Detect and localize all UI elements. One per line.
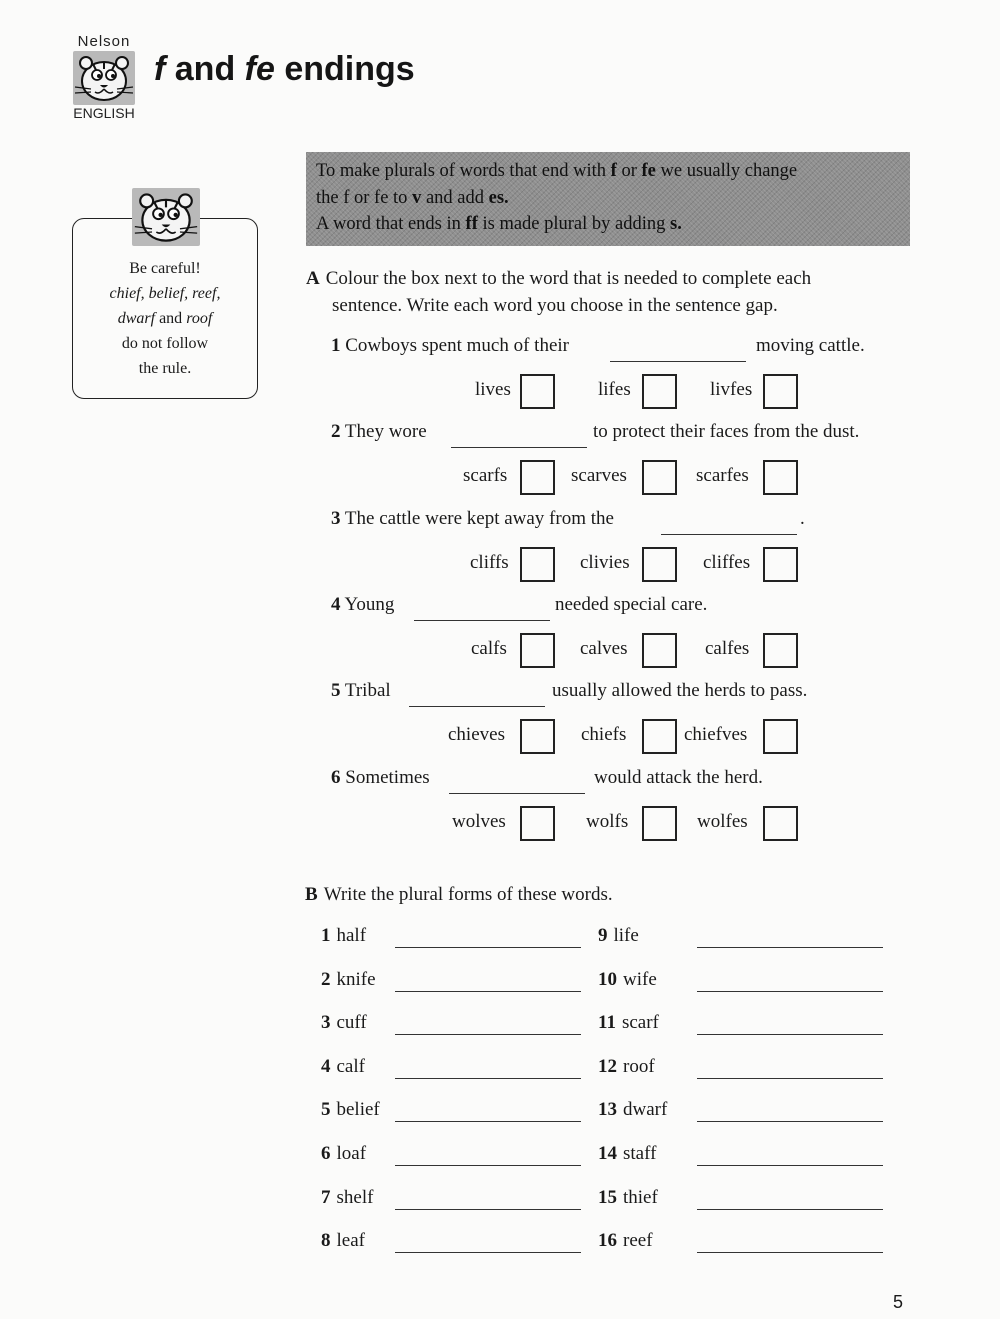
rule-text: A word that ends in [316, 214, 466, 234]
option-checkbox[interactable] [642, 633, 677, 668]
nelson-english-logo [66, 33, 142, 121]
item-number: 11 [598, 1012, 616, 1034]
option-label: lives [475, 379, 511, 400]
tiger-face-icon [132, 188, 200, 246]
title-f: f [154, 50, 166, 88]
section-a-instruction-1: Colour the box next to the word that is needed to complete each [325, 268, 812, 289]
question-text-before: Tribal [344, 680, 391, 701]
item-number: 15 [598, 1186, 617, 1208]
plural-answer-line[interactable] [697, 1121, 883, 1122]
answer-gap-1[interactable] [610, 361, 746, 362]
item-number: 4 [321, 1055, 331, 1077]
option-label: lifes [598, 379, 631, 400]
careful-heading: Be careful! [129, 260, 201, 277]
rule-text: we usually change [655, 161, 798, 181]
item-number: 14 [598, 1143, 617, 1164]
plural-answer-line[interactable] [697, 1034, 883, 1035]
section-b-instructions [305, 881, 613, 908]
plural-answer-line[interactable] [395, 991, 581, 992]
rule-bold: fe [641, 161, 656, 181]
plural-item [321, 969, 376, 991]
plural-item [321, 1187, 373, 1209]
option-checkbox[interactable] [642, 374, 677, 409]
question-text-after: usually allowed the herds to pass. [552, 680, 808, 701]
option-checkbox[interactable] [642, 719, 677, 754]
question-4 [331, 594, 394, 616]
plural-answer-line[interactable] [697, 991, 883, 992]
option-label: cliffes [703, 552, 751, 573]
logo-series-text: ENGLISH [73, 105, 135, 121]
option-checkbox[interactable] [642, 806, 677, 841]
plural-answer-line[interactable] [697, 1165, 883, 1166]
item-word: wife [623, 968, 657, 990]
item-number: 7 [321, 1186, 331, 1208]
question-number: 3 [331, 508, 341, 529]
option-checkbox[interactable] [642, 547, 677, 582]
careful-line-5: the rule. [138, 360, 192, 377]
item-number: 13 [598, 1099, 617, 1121]
item-number: 3 [321, 1012, 331, 1034]
option-label: wolfes [697, 811, 748, 832]
rule-line-3 [316, 211, 900, 238]
plural-answer-line[interactable] [697, 1078, 883, 1079]
page-number: 5 [893, 1292, 904, 1312]
option-label: livfes [710, 379, 753, 400]
question-text-before: They wore [344, 421, 427, 442]
careful-text: and [155, 310, 187, 327]
rule-bold: f [610, 161, 617, 181]
plural-item [598, 925, 639, 947]
item-word: cuff [336, 1012, 367, 1034]
plural-item [321, 1143, 366, 1165]
question-6 [331, 767, 430, 789]
item-word: leaf [336, 1230, 365, 1252]
question-number: 6 [331, 767, 341, 788]
answer-gap-6[interactable] [449, 793, 585, 794]
question-text-before: Sometimes [345, 767, 430, 788]
item-word: belief [336, 1099, 380, 1121]
plural-answer-line[interactable] [697, 1252, 883, 1253]
rule-bold: v [412, 187, 422, 208]
question-3 [331, 508, 614, 530]
exception-word: dwarf [117, 310, 156, 327]
item-word: roof [623, 1055, 655, 1077]
option-label: scarfes [696, 465, 749, 486]
title-fe: fe [244, 50, 275, 88]
exception-word: roof [186, 310, 213, 327]
rule-bold: ff [465, 214, 478, 234]
option-label: calfes [705, 638, 750, 659]
question-text-before: The cattle were kept away from the [344, 508, 614, 529]
plural-item [598, 969, 657, 991]
item-word: reef [623, 1230, 653, 1252]
question-text-after: . [800, 508, 805, 529]
option-label: calfs [471, 638, 507, 659]
page-title [154, 50, 415, 89]
rule-box [306, 152, 910, 246]
option-checkbox[interactable] [520, 806, 555, 841]
question-5 [331, 680, 391, 702]
plural-item [321, 1056, 365, 1078]
plural-item [321, 925, 366, 947]
plural-item [598, 1230, 653, 1252]
rule-line-2 [316, 185, 900, 212]
question-text-after: would attack the herd. [594, 767, 763, 788]
rule-text: To make plurals of words that end with [316, 161, 611, 181]
option-label: cliffs [470, 552, 509, 573]
plural-answer-line[interactable] [395, 1252, 581, 1253]
section-b-letter: B [305, 884, 318, 905]
plural-item [598, 1099, 667, 1121]
option-label: wolves [452, 811, 506, 832]
item-word: shelf [336, 1186, 374, 1208]
section-a-instruction-2: sentence. Write each word you choose in the sentence gap. [332, 295, 778, 316]
answer-gap-5[interactable] [409, 706, 545, 707]
careful-line-3 [73, 306, 257, 331]
option-checkbox[interactable] [763, 547, 798, 582]
section-a-letter: A [306, 268, 320, 289]
question-number: 4 [331, 594, 341, 615]
option-label: chiefves [684, 724, 748, 745]
question-text-after: needed special care. [555, 594, 708, 615]
rule-text: is made plural by adding [477, 214, 671, 234]
item-number: 10 [598, 968, 617, 990]
rule-text: or [616, 161, 642, 181]
plural-answer-line[interactable] [395, 1078, 581, 1079]
option-label: chiefs [581, 724, 627, 745]
option-label: scarves [571, 465, 627, 486]
section-b-instruction: Write the plural forms of these words. [323, 884, 613, 905]
question-text-before: Young [344, 594, 395, 615]
question-number: 1 [331, 335, 341, 356]
option-label: scarfs [463, 465, 508, 486]
item-word: thief [623, 1186, 658, 1208]
answer-gap-3[interactable] [661, 534, 797, 535]
option-label: calves [580, 638, 628, 659]
item-word: loaf [336, 1143, 367, 1164]
item-number: 12 [598, 1055, 617, 1077]
item-word: dwarf [623, 1099, 668, 1121]
answer-gap-2[interactable] [451, 447, 587, 448]
option-checkbox[interactable] [520, 719, 555, 754]
answer-gap-4[interactable] [414, 620, 550, 621]
option-checkbox[interactable] [520, 547, 555, 582]
option-checkbox[interactable] [763, 806, 798, 841]
plural-item [598, 1187, 658, 1209]
careful-exceptions: chief, belief, reef, [109, 285, 221, 302]
tiger-face-icon [73, 51, 135, 105]
question-text-after: moving cattle. [756, 335, 865, 356]
item-word: calf [336, 1055, 365, 1077]
plural-answer-line[interactable] [395, 947, 581, 948]
item-number: 9 [598, 925, 608, 946]
plural-answer-line[interactable] [395, 1209, 581, 1210]
option-checkbox[interactable] [520, 633, 555, 668]
option-checkbox[interactable] [763, 633, 798, 668]
plural-item [321, 1012, 367, 1034]
careful-line-4: do not follow [121, 335, 209, 352]
plural-item [321, 1099, 380, 1121]
rule-text: the f or fe to [316, 187, 413, 208]
option-checkbox[interactable] [763, 374, 798, 409]
option-checkbox[interactable] [520, 460, 555, 495]
option-label: wolfs [586, 811, 629, 832]
section-a-instructions [306, 265, 906, 319]
item-number: 16 [598, 1230, 617, 1252]
question-2 [331, 421, 427, 443]
item-word: staff [623, 1143, 657, 1164]
item-number: 2 [321, 968, 331, 990]
question-text-before: Cowboys spent much of their [345, 335, 570, 356]
question-number: 5 [331, 680, 341, 701]
item-number: 6 [321, 1143, 331, 1164]
logo-brand-text: Nelson [77, 33, 131, 50]
option-checkbox[interactable] [642, 460, 677, 495]
question-number: 2 [331, 421, 341, 442]
plural-answer-line[interactable] [395, 1165, 581, 1166]
option-label: clivies [580, 552, 630, 573]
option-checkbox[interactable] [763, 460, 798, 495]
plural-answer-line[interactable] [395, 1121, 581, 1122]
rule-line-1 [316, 158, 900, 185]
question-text-after: to protect their faces from the dust. [593, 421, 860, 442]
plural-answer-line[interactable] [395, 1034, 581, 1035]
option-checkbox[interactable] [520, 374, 555, 409]
item-word: scarf [621, 1012, 659, 1034]
plural-item [598, 1143, 656, 1165]
item-word: half [336, 925, 367, 946]
item-word: life [613, 925, 639, 946]
rule-bold: s. [670, 214, 682, 234]
rule-bold: es. [488, 187, 509, 208]
plural-item [598, 1012, 659, 1034]
rule-text: and add [421, 187, 489, 208]
item-number: 1 [321, 925, 331, 946]
item-number: 5 [321, 1099, 331, 1121]
plural-answer-line[interactable] [697, 1209, 883, 1210]
item-number: 8 [321, 1230, 331, 1252]
plural-item [598, 1056, 655, 1078]
item-word: knife [336, 968, 376, 990]
option-label: chieves [448, 724, 505, 745]
plural-item [321, 1230, 365, 1252]
title-endings: endings [274, 50, 415, 88]
plural-answer-line[interactable] [697, 947, 883, 948]
question-1 [331, 335, 569, 357]
option-checkbox[interactable] [763, 719, 798, 754]
title-and: and [165, 50, 245, 88]
